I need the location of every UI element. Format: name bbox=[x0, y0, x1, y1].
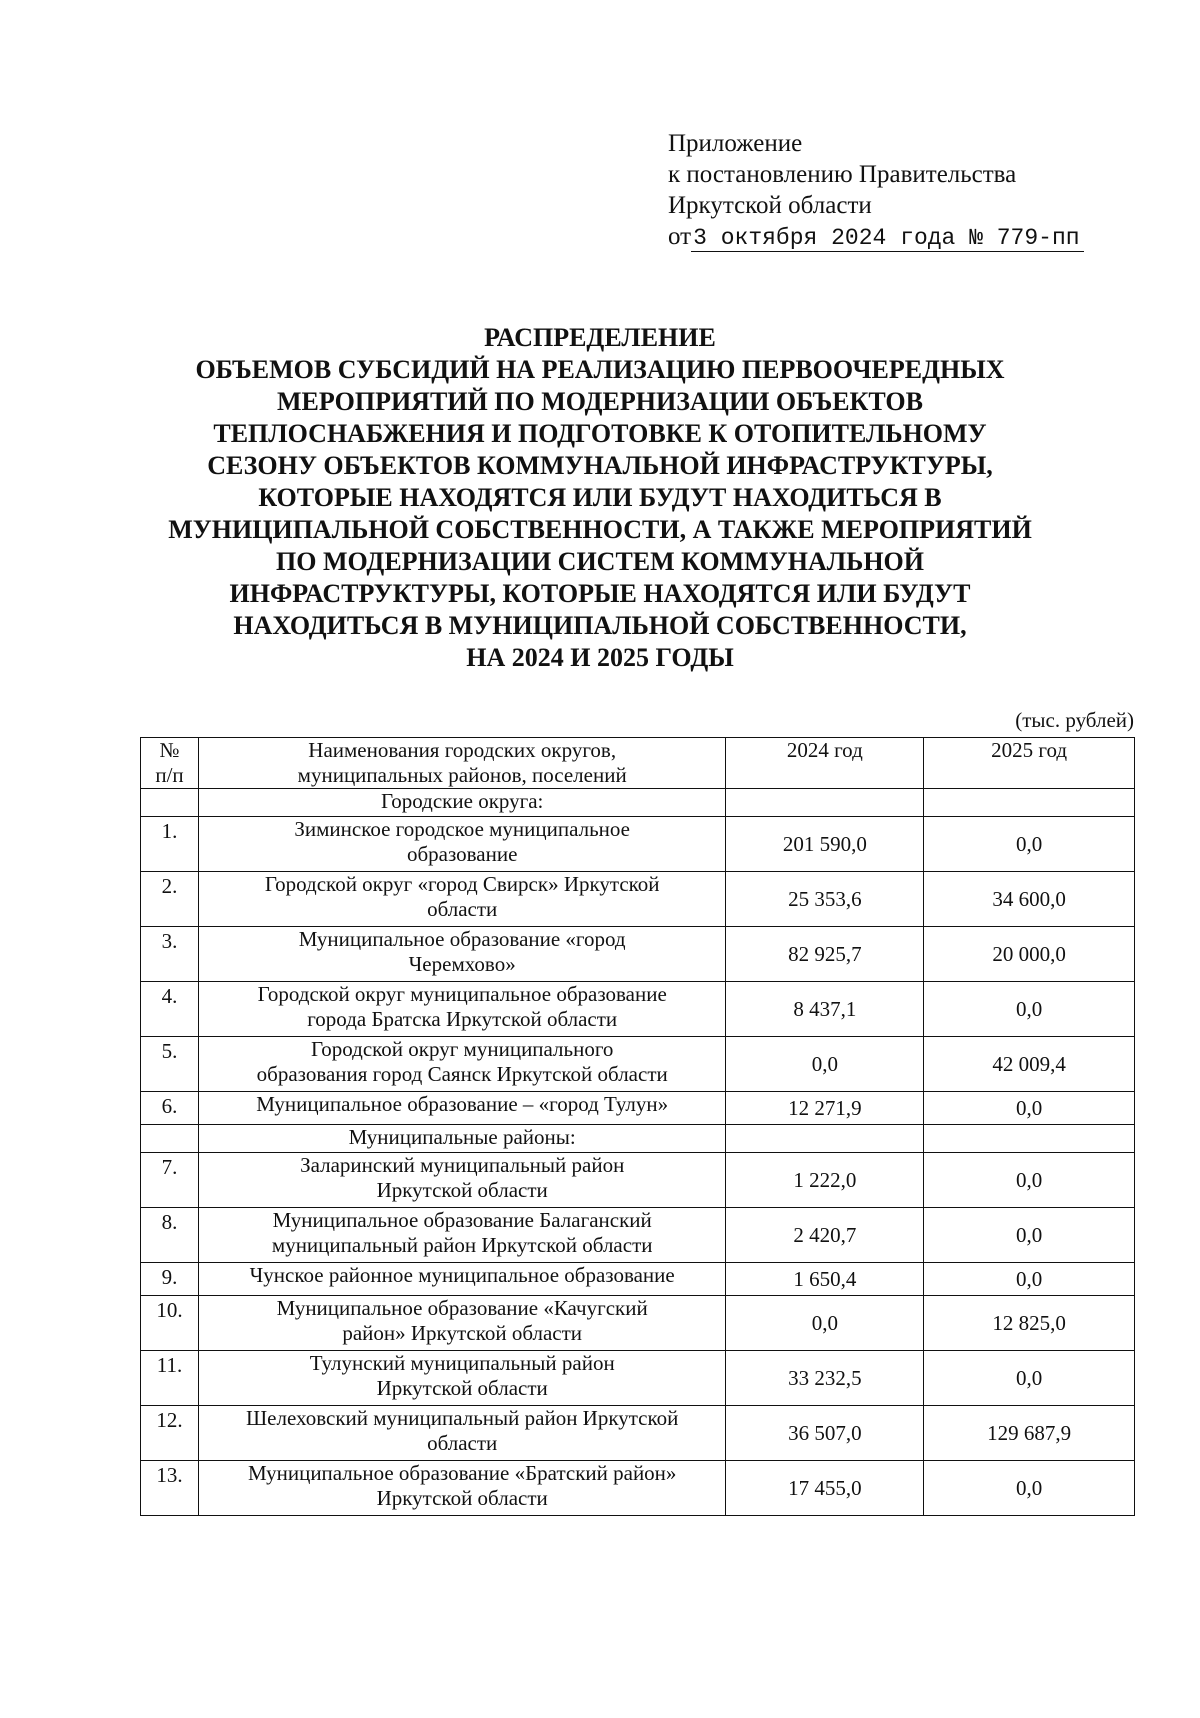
row-value-2025: 42 009,4 bbox=[924, 1037, 1135, 1092]
row-value-2025: 0,0 bbox=[924, 1461, 1135, 1516]
table-row bbox=[141, 1092, 1135, 1125]
row-name-line: города Братска Иркутской области bbox=[307, 1007, 618, 1031]
row-value-2024: 201 590,0 bbox=[726, 817, 924, 872]
section-num-cell bbox=[141, 1125, 199, 1153]
title-line: НАХОДИТЬСЯ В МУНИЦИПАЛЬНОЙ СОБСТВЕННОСТИ, bbox=[233, 611, 967, 640]
row-value-2025: 0,0 bbox=[924, 817, 1135, 872]
row-value-2024: 12 271,9 bbox=[726, 1092, 924, 1125]
row-value-2024: 82 925,7 bbox=[726, 927, 924, 982]
title-line: ОБЪЕМОВ СУБСИДИЙ НА РЕАЛИЗАЦИЮ ПЕРВООЧЕРЕДНЫХ bbox=[195, 355, 1005, 384]
row-name-line: Шелеховский муниципальный район Иркутской bbox=[245, 1406, 679, 1430]
row-value-2025: 0,0 bbox=[924, 982, 1135, 1037]
row-value-2025: 20 000,0 bbox=[924, 927, 1135, 982]
title-line: ПО МОДЕРНИЗАЦИИ СИСТЕМ КОММУНАЛЬНОЙ bbox=[276, 547, 924, 576]
appendix-line: Иркутской области bbox=[668, 192, 872, 219]
row-value-2024: 33 232,5 bbox=[726, 1351, 924, 1406]
row-number: 11. bbox=[141, 1351, 199, 1406]
table-row bbox=[141, 1263, 1135, 1296]
row-name-line: Городской округ муниципального bbox=[310, 1037, 614, 1061]
row-value-2025: 0,0 bbox=[924, 1153, 1135, 1208]
table-row bbox=[141, 1406, 1135, 1461]
row-name bbox=[198, 872, 725, 927]
row-number: 9. bbox=[141, 1263, 199, 1296]
title-line: НА 2024 И 2025 ГОДЫ bbox=[466, 643, 734, 672]
row-name-line: Чунское районное муниципальное образование bbox=[249, 1263, 675, 1287]
row-value-2024: 17 455,0 bbox=[726, 1461, 924, 1516]
row-name-line: муниципальный район Иркутской области bbox=[271, 1233, 653, 1257]
row-value-2024: 1 650,4 bbox=[726, 1263, 924, 1296]
row-name bbox=[198, 1263, 725, 1296]
section-label: Городские округа: bbox=[198, 789, 725, 817]
row-name bbox=[198, 1296, 725, 1351]
row-value-2025: 0,0 bbox=[924, 1351, 1135, 1406]
subsidy-table bbox=[140, 737, 1135, 1516]
table-row bbox=[141, 982, 1135, 1037]
row-value-2025: 12 825,0 bbox=[924, 1296, 1135, 1351]
table-row bbox=[141, 1037, 1135, 1092]
title-line: ТЕПЛОСНАБЖЕНИЯ И ПОДГОТОВКЕ К ОТОПИТЕЛЬНОМУ bbox=[213, 419, 987, 448]
row-name-line: Городской округ «город Свирск» Иркутской bbox=[264, 872, 660, 896]
row-name-line: Тулунский муниципальный район bbox=[309, 1351, 615, 1375]
appendix-date-line bbox=[668, 221, 1084, 254]
row-value-2024: 0,0 bbox=[726, 1037, 924, 1092]
row-value-2025: 34 600,0 bbox=[924, 872, 1135, 927]
row-name-line: области bbox=[427, 1431, 498, 1455]
appendix-block bbox=[668, 128, 1084, 254]
row-name bbox=[198, 1406, 725, 1461]
row-number: 2. bbox=[141, 872, 199, 927]
table-row bbox=[141, 927, 1135, 982]
header-name-line: муниципальных районов, поселений bbox=[297, 763, 627, 787]
section-2024-cell bbox=[726, 789, 924, 817]
row-name bbox=[198, 1092, 725, 1125]
row-number: 8. bbox=[141, 1208, 199, 1263]
title-line: СЕЗОНУ ОБЪЕКТОВ КОММУНАЛЬНОЙ ИНФРАСТРУКТУРЫ, bbox=[207, 451, 993, 480]
row-name bbox=[198, 1153, 725, 1208]
row-name-line: области bbox=[427, 897, 498, 921]
row-number: 3. bbox=[141, 927, 199, 982]
section-row bbox=[141, 789, 1135, 817]
row-value-2024: 36 507,0 bbox=[726, 1406, 924, 1461]
table-row bbox=[141, 1153, 1135, 1208]
row-name-line: Заларинский муниципальный район bbox=[300, 1153, 625, 1177]
row-name-line: Муниципальное образование «город bbox=[298, 927, 626, 951]
row-name-line: Муниципальное образование Балаганский bbox=[272, 1208, 652, 1232]
row-value-2024: 25 353,6 bbox=[726, 872, 924, 927]
row-value-2024: 8 437,1 bbox=[726, 982, 924, 1037]
row-name-line: Муниципальное образование «Качугский bbox=[276, 1296, 648, 1320]
row-value-2025: 0,0 bbox=[924, 1208, 1135, 1263]
table-row bbox=[141, 1208, 1135, 1263]
table-row bbox=[141, 872, 1135, 927]
header-2024: 2024 год bbox=[726, 738, 924, 789]
title-line: МУНИЦИПАЛЬНОЙ СОБСТВЕННОСТИ, А ТАКЖЕ МЕРОПРИЯТИЙ bbox=[168, 515, 1032, 544]
row-number: 1. bbox=[141, 817, 199, 872]
row-name-line: район» Иркутской области bbox=[342, 1321, 583, 1345]
row-value-2024: 1 222,0 bbox=[726, 1153, 924, 1208]
row-name bbox=[198, 1351, 725, 1406]
units-label: (тыс. рублей) bbox=[1015, 708, 1134, 732]
header-num-line: п/п bbox=[155, 763, 184, 787]
row-number: 12. bbox=[141, 1406, 199, 1461]
row-number: 7. bbox=[141, 1153, 199, 1208]
row-value-2025: 0,0 bbox=[924, 1092, 1135, 1125]
row-value-2024: 2 420,7 bbox=[726, 1208, 924, 1263]
row-name bbox=[198, 927, 725, 982]
table-row bbox=[141, 1461, 1135, 1516]
row-name-line: образования город Саянск Иркутской области bbox=[256, 1062, 668, 1086]
row-number: 13. bbox=[141, 1461, 199, 1516]
table-header-row bbox=[141, 738, 1135, 789]
appendix-line: Приложение bbox=[668, 130, 803, 157]
title-line: КОТОРЫЕ НАХОДЯТСЯ ИЛИ БУДУТ НАХОДИТЬСЯ В bbox=[258, 483, 942, 512]
row-value-2024: 0,0 bbox=[726, 1296, 924, 1351]
appendix-line: к постановлению Правительства bbox=[668, 161, 1017, 188]
row-name-line: Иркутской области bbox=[376, 1376, 548, 1400]
date-prefix: от bbox=[668, 223, 692, 250]
document-title bbox=[150, 322, 1050, 674]
title-line: ИНФРАСТРУКТУРЫ, КОТОРЫЕ НАХОДЯТСЯ ИЛИ БУДУТ bbox=[229, 579, 971, 608]
row-name bbox=[198, 817, 725, 872]
row-name-line: образование bbox=[406, 842, 518, 866]
row-name bbox=[198, 1461, 725, 1516]
row-name-line: Зиминское городское муниципальное bbox=[294, 817, 630, 841]
row-value-2025: 0,0 bbox=[924, 1263, 1135, 1296]
row-number: 10. bbox=[141, 1296, 199, 1351]
row-number: 5. bbox=[141, 1037, 199, 1092]
header-name bbox=[198, 738, 725, 789]
date-value: 3 октября 2024 года № 779-пп bbox=[691, 225, 1083, 252]
row-number: 6. bbox=[141, 1092, 199, 1125]
header-num bbox=[141, 738, 199, 789]
header-name-line: Наименования городских округов, bbox=[308, 738, 617, 762]
row-number: 4. bbox=[141, 982, 199, 1037]
title-line: МЕРОПРИЯТИЙ ПО МОДЕРНИЗАЦИИ ОБЪЕКТОВ bbox=[277, 387, 923, 416]
row-name-line: Муниципальное образование – «город Тулун» bbox=[256, 1092, 669, 1116]
row-name-line: Иркутской области bbox=[376, 1178, 548, 1202]
table-row bbox=[141, 1296, 1135, 1351]
header-2025: 2025 год bbox=[924, 738, 1135, 789]
row-name-line: Муниципальное образование «Братский район» bbox=[247, 1461, 677, 1485]
section-2024-cell bbox=[726, 1125, 924, 1153]
section-label: Муниципальные районы: bbox=[198, 1125, 725, 1153]
row-name-line: Иркутской области bbox=[376, 1486, 548, 1510]
section-row bbox=[141, 1125, 1135, 1153]
section-2025-cell bbox=[924, 789, 1135, 817]
row-name bbox=[198, 1037, 725, 1092]
table-row bbox=[141, 817, 1135, 872]
table-row bbox=[141, 1351, 1135, 1406]
title-line: РАСПРЕДЕЛЕНИЕ bbox=[484, 323, 716, 352]
header-num-line: № bbox=[159, 738, 180, 762]
section-num-cell bbox=[141, 789, 199, 817]
section-2025-cell bbox=[924, 1125, 1135, 1153]
row-name bbox=[198, 1208, 725, 1263]
row-name-line: Черемхово» bbox=[408, 952, 516, 976]
row-name-line: Городской округ муниципальное образование bbox=[257, 982, 667, 1006]
row-name bbox=[198, 982, 725, 1037]
row-value-2025: 129 687,9 bbox=[924, 1406, 1135, 1461]
